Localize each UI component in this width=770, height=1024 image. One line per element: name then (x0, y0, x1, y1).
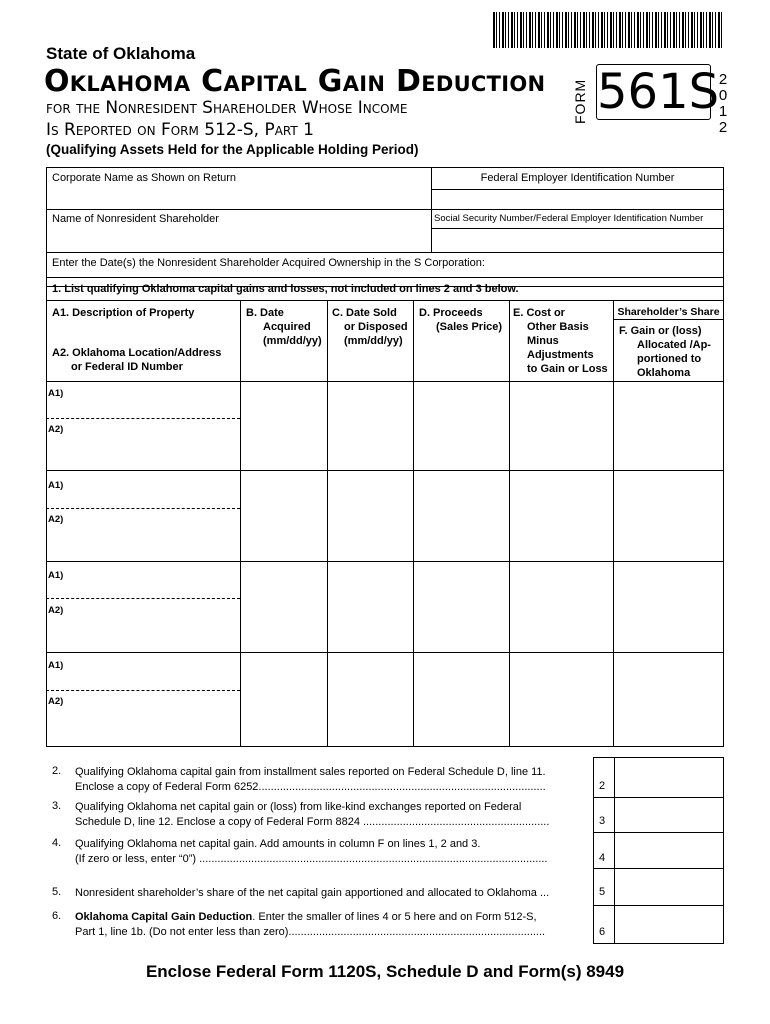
line-box-number: 5 (599, 886, 606, 898)
state-heading: State of Oklahoma (46, 44, 196, 63)
col-a1-header: A1. Description of Property (52, 307, 195, 319)
col-b-header: B. Date Acquired (mm/dd/yy) (246, 307, 322, 347)
line1-instruction: 1. List qualifying Oklahoma capital gains and losses, not included on lines 2 and 3 below. (52, 283, 519, 295)
fein-field[interactable]: Federal Employer Identification Number (480, 172, 675, 184)
row-a2-label[interactable]: A2) (48, 514, 64, 525)
form-subtitle-1: for the Nonresident Shareholder Whose Income (46, 98, 408, 118)
col-d-header: D. Proceeds (Sales Price) (419, 307, 503, 333)
col-a2-header: A2. Oklahoma Location/Address (52, 347, 222, 359)
line-6-amount-input[interactable] (615, 906, 723, 943)
line-5-amount-input[interactable] (615, 869, 723, 904)
row-a2-label[interactable]: A2) (48, 696, 64, 707)
line-6-text: Oklahoma Capital Gain Deduction. Enter the smaller of lines 4 or 5 here and on Form 512-S, Part 1, line 1b. (Do not enter less than zero).................................................................................... (75, 911, 546, 938)
col-c-header: C. Date Sold or Disposed (mm/dd/yy) (332, 307, 408, 347)
form-label: FORM (572, 78, 588, 124)
line-box-number: 4 (599, 852, 606, 864)
line-3-text: Qualifying Oklahoma net capital gain or (loss) from like-kind exchanges reported on Federal Schedule D, line 12. Enclose a copy of Federal Form 8824 ............................................................. (75, 801, 550, 828)
form-title: Oklahoma Capital Gain Deduction (44, 64, 546, 99)
line-number: 2. (52, 765, 62, 777)
shareholder-share-header: Shareholder’s Share (617, 306, 720, 318)
form-subtitle-2: Is Reported on Form 512-S, Part 1 (46, 120, 314, 140)
line-box-number: 3 (599, 815, 606, 827)
row-a1-label[interactable]: A1) (48, 480, 64, 491)
line-4-amount-input[interactable] (615, 833, 723, 867)
line-number: 3. (52, 800, 62, 812)
form-number: 561S (597, 64, 720, 120)
row-a1-label[interactable]: A1) (48, 660, 64, 671)
line-box-number: 2 (599, 780, 606, 792)
row-a2-label[interactable]: A2) (48, 424, 64, 435)
dates-acquired-field[interactable]: Enter the Date(s) the Nonresident Shareholder Acquired Ownership in the S Corporation: (52, 257, 485, 269)
col-a2-header-2: or Federal ID Number (71, 361, 183, 373)
enclosure-note: Enclose Federal Form 1120S, Schedule D and Form(s) 8949 (145, 962, 625, 981)
barcode (493, 12, 723, 48)
row-a1-label[interactable]: A1) (48, 388, 64, 399)
line-number: 5. (52, 886, 62, 898)
shareholder-name-field[interactable]: Name of Nonresident Shareholder (52, 213, 219, 225)
line-3-amount-input[interactable] (615, 798, 723, 831)
col-f-header: F. Gain or (loss) Allocated /Ap- portioned to Oklahoma (619, 325, 711, 379)
line-5-text: Nonresident shareholder’s share of the net capital gain apportioned and allocated to Oklahoma ... (75, 887, 550, 899)
col-e-header: E. Cost or Other Basis Minus Adjustments to Gain or Loss (513, 307, 608, 375)
tax-year: 2 0 1 2 (718, 71, 728, 136)
line-2-text: Qualifying Oklahoma capital gain from installment sales reported on Federal Schedule D, line 11. Enclose a copy of Federal Form 6252.............................................................................................. (75, 766, 546, 793)
line-number: 6. (52, 910, 62, 922)
row-a1-label[interactable]: A1) (48, 570, 64, 581)
corporate-name-field[interactable]: Corporate Name as Shown on Return (52, 172, 237, 184)
row-a2-label[interactable]: A2) (48, 605, 64, 616)
ssn-fein-field[interactable]: Social Security Number/Federal Employer Identification Number (434, 213, 704, 224)
line-4-text: Qualifying Oklahoma net capital gain. Add amounts in column F on lines 1, 2 and 3. (If zero or less, enter “0”) .................................................................................................................. (75, 838, 548, 865)
line-2-amount-input[interactable] (615, 758, 723, 796)
line-number: 4. (52, 837, 62, 849)
info-fields-box (46, 167, 724, 287)
line-box-number: 6 (599, 926, 606, 938)
qualifying-note: (Qualifying Assets Held for the Applicable Holding Period) (46, 142, 419, 157)
